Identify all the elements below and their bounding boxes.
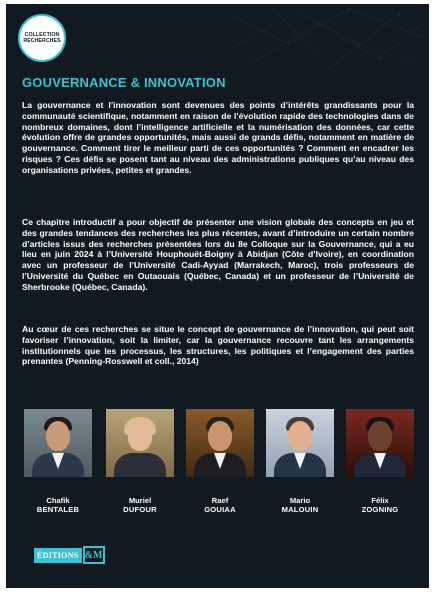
summary-paragraph-1: La gouvernance et l’innovation sont devenues des points d’intérêts grandissants pour la communauté scientifique, notamment en raison de l’évolution rapide des technologies dans de nombreux domaines, dont l’intelligence artificielle et la numérisation des données, car cette évolution offre de grandes opportunités, mais aussi de grands défis, notamment en matière de gouvernance. Comment tirer le meilleur parti de ces opportunités ? Comment en encadrer les risques ? Ces défis se posent tant au niveau des administrations publiques qu’au niveau des organisations privées, petites et grandes. [22,100,414,175]
author-last-name: DUFOUR [123,505,157,514]
author-first-name: Muriel [128,496,152,505]
badge-line-1: COLLECTION [24,32,60,38]
author-photo [106,409,174,477]
badge-line-2: RECHERCHES [23,38,61,44]
book-title: GOUVERNANCE & INNOVATION [22,75,226,90]
author-card [22,409,94,515]
author-card [184,409,256,515]
author-card [104,409,176,515]
author-card [344,409,416,515]
author-last-name: MALOUIN [281,505,319,514]
collection-badge-icon [18,14,66,62]
author-photo [346,409,414,477]
book-back-cover [6,4,429,588]
author-first-name: Raef [211,496,229,505]
publisher-word: ÉDITIONS [34,548,82,563]
author-photo [266,409,334,477]
author-first-name: Mario [289,496,311,505]
author-last-name: BENTALEB [36,505,80,514]
author-first-name: Chafik [46,496,70,505]
authors-row [18,409,418,529]
author-last-name: GOUIAA [204,505,236,514]
author-card [264,409,336,515]
author-photo [186,409,254,477]
publisher-logo-icon [34,544,105,566]
decorative-pattern [229,4,429,74]
summary-paragraph-3: Au cœur de ces recherches se situe le concept de gouvernance de l’innovation, qui peut soit favoriser l’innovation, soit la limiter, car la gouvernance recouvre tant les arrangements institutionnels que les processus, les structures, les politiques et l’engagement des parties prenantes (Penning-Rosswell et coll., 2014) [22,324,414,367]
summary-paragraph-2: Ce chapitre introductif a pour objectif de présenter une vision globale des concepts en jeu et des grandes tendances des recherches les plus récentes, avant d’introduire un certain nombre d’articles issus des recherches présentées lors du 8e Colloque sur la Gouvernance, qui a eu lieu en juin 2024 à l’Université Houphouët-Boigny à Abidjan (Côte d’Ivoire), en coordination avec un professeur de l’Université Cadi-Ayyad (Marrakech, Maroc), trois professeurs de l’Université du Québec en Outaouais (Québec, Canada) et un professeur de l’Université de Sherbrooke (Québec, Canada). [22,217,414,292]
author-photo [24,409,92,477]
author-last-name: ZOGNING [361,505,399,514]
publisher-mark: &M [83,546,105,564]
author-first-name: Félix [371,496,389,505]
